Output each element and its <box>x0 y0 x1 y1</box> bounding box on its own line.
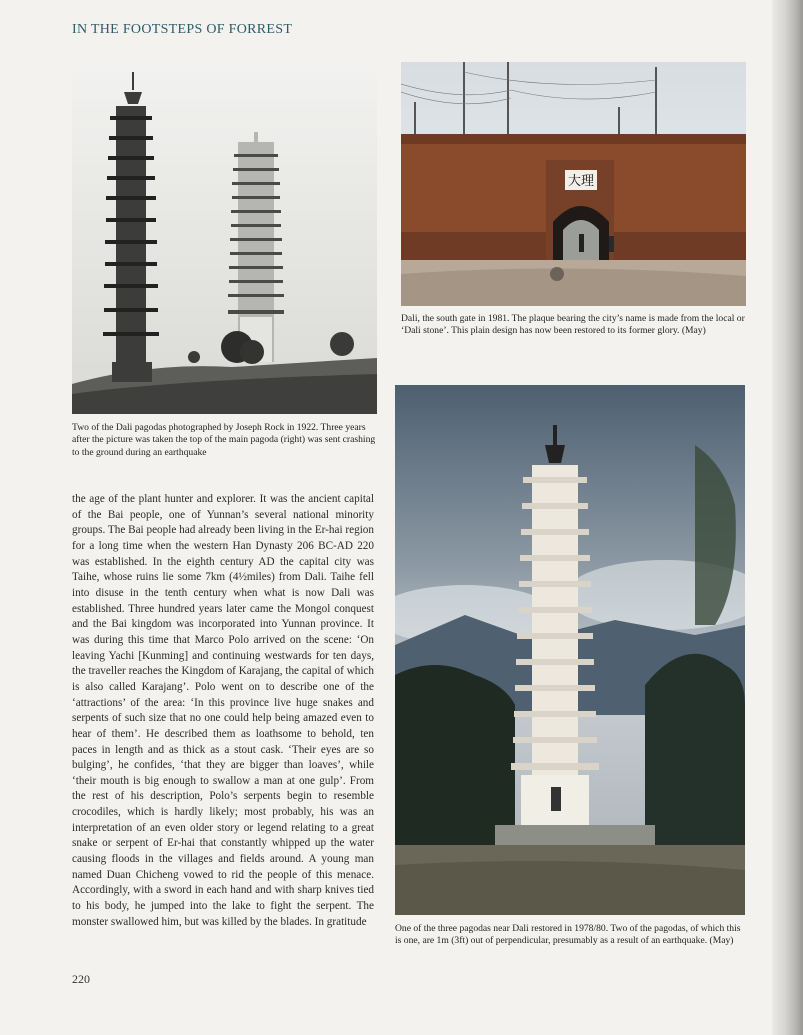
running-header: IN THE FOOTSTEPS OF FORREST <box>72 22 293 37</box>
south-gate-caption: Dali, the south gate in 1981. The plaque bearing the city’s name is made from the local or ‘Dali stone’. This plain design has now been restored to its former glory. (May) <box>401 313 745 337</box>
rock-pagodas-illustration <box>72 62 377 414</box>
restored-pagoda-photo <box>395 385 745 915</box>
restored-pagoda-illustration <box>395 385 745 915</box>
page-gutter-shadow <box>772 0 803 1035</box>
restored-pagoda-caption: One of the three pagodas near Dali restored in 1978/80. Two of the pagodas, of which this is one, are 1m (3ft) out of perpendicular, presumably as a result of an earthquake. (May) <box>395 923 741 947</box>
south-gate-photo <box>401 62 746 306</box>
body-text: the age of the plant hunter and explorer. It was the ancient capital of the Bai people, one of Yunnan’s several national minority groups. The Bai people had already been living in the Er-hai region for a long time when the western Han Dynasty 206 BC-AD 220 was established. In the eighth century AD the capital city was Taihe, whose ruins lie some 7km (4½miles) from Dali. Taihe fell into disuse in the tenth century when what is now Dali was established. Three hundred years later came the Mongol conquest and the Bai kingdom was incorporated into Yunnan province. It was during this time that Marco Polo arrived on the scene: ‘On leaving Yachi [Kunming] and continuing westwards for ten days, the traveller reaches the Kingdom of Karajang, the capital of which is also called Karajang’. Polo went on to describe one of the ‘attractions’ of the area: ‘In this province live huge snakes and serpents of such size that no one could help being amazed even to hear of them’. He described them as loathsome to behold, ten paces in length and as thick as a stout cask. ‘Their eyes are so bulging’, he confides, ‘that they are bigger than loaves’, while ‘their mouth is big enough to swallow a man at one gulp’. From the rest of his description, Polo’s serpents begin to resemble crocodiles, which is hardly likely; most probably, his was an interpretation of an even older story or legend relating to a great snake or serpent of Er-hai that constantly whipped up the water causing floods in the villages and fields around. A young man named Duan Chicheng vowed to rid the people of this menace. Accordingly, with a sword in each hand and with sharp knives tied to his body, he jumped into the lake to fight the serpent. The monster swallowed him, but was killed by the blades. In gratitude <box>72 493 374 928</box>
rock-pagodas-caption: Two of the Dali pagodas photographed by Joseph Rock in 1922. Three years after the picture was taken the top of the main pagoda (right) was sent crashing to the ground during an earthquake <box>72 422 376 458</box>
gate-plaque: 大理 <box>567 174 595 189</box>
page-number: 220 <box>72 972 90 986</box>
rock-pagodas-photo <box>72 62 377 414</box>
south-gate-illustration <box>401 62 746 306</box>
